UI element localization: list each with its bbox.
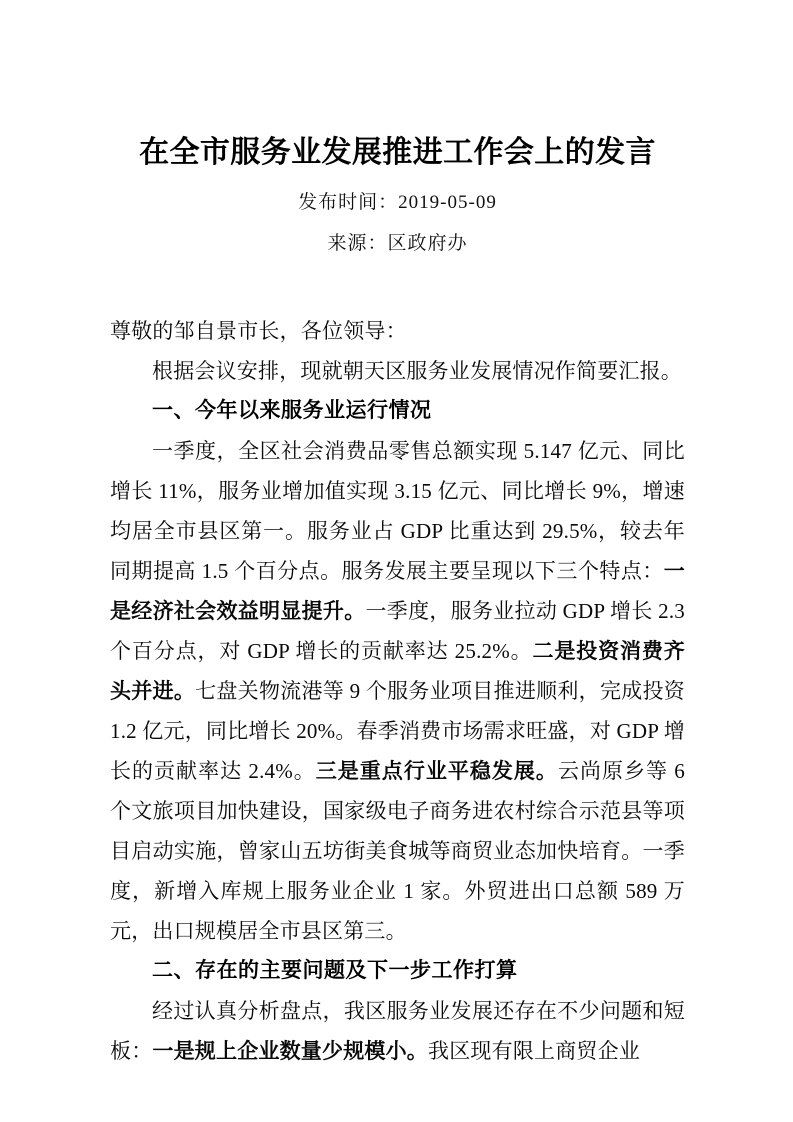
emphasised-run: 三是重点行业平稳发展。 xyxy=(315,759,558,783)
section-heading-2: 二、存在的主要问题及下一步工作打算 xyxy=(152,959,518,982)
section-heading-1: 一、今年以来服务业运行情况 xyxy=(152,399,432,422)
text-run: 云尚原乡等 6 个文旅项目加快建设，国家级电子商务进农村综合示范县等项目启动实施，曾家山五坊街美食城等商贸业态加快培育。一季度，新增入库规上服务业企业 1 家。外贸进出口总额 589 万元，出口规模居全市县区第三。 xyxy=(110,759,685,943)
title-body-spacer xyxy=(110,263,685,311)
section-body-2 xyxy=(110,991,685,1071)
text-run: 一季度，服务业拉动 GDP 增长 2.3 个百分点，对 GDP 增长的贡献率达 25.2%。 xyxy=(110,599,686,663)
publish-time: 发布时间：2019-05-09 xyxy=(298,192,497,213)
text-run: 经过认真分析盘点，我区服务业发展还存在不少问题和短板： xyxy=(110,999,685,1063)
text-run: 七盘关物流港等 9 个服务业项目推进顺利，完成投资 1.2 亿元，同比增长 20%。春季消费市场需求旺盛，对 GDP 增长的贡献率达 2.4%。 xyxy=(110,679,685,783)
text-run: 我区现有限上商贸企业 xyxy=(428,1039,641,1063)
opening-paragraph: 根据会议安排，现就朝天区服务业发展情况作简要汇报。 xyxy=(152,359,682,383)
salutation: 尊敬的邹自景市长，各位领导： xyxy=(110,319,407,343)
emphasised-run: 二是投资消费齐头并进。 xyxy=(110,639,685,703)
section-body-1 xyxy=(110,431,685,951)
document-source: 来源：区政府办 xyxy=(327,233,468,254)
page-title: 在全市服务业发展推进工作会上的发言 xyxy=(139,136,656,169)
document-content xyxy=(110,0,685,1071)
text-run: 一季度，全区社会消费品零售总额实现 5.147 亿元、同比增长 11%，服务业增加值实现 3.15 亿元、同比增长 9%，增速均居全市县区第一。服务业占 GDP 比重达到 29.5%，较去年同期提高 1.5 个百分点。服务发展主要呈现以下三个特点： xyxy=(110,439,685,583)
emphasised-run: 一是规上企业数量少规模小。 xyxy=(152,1039,429,1063)
emphasised-run: 一是经济社会效益明显提升。 xyxy=(110,559,685,623)
